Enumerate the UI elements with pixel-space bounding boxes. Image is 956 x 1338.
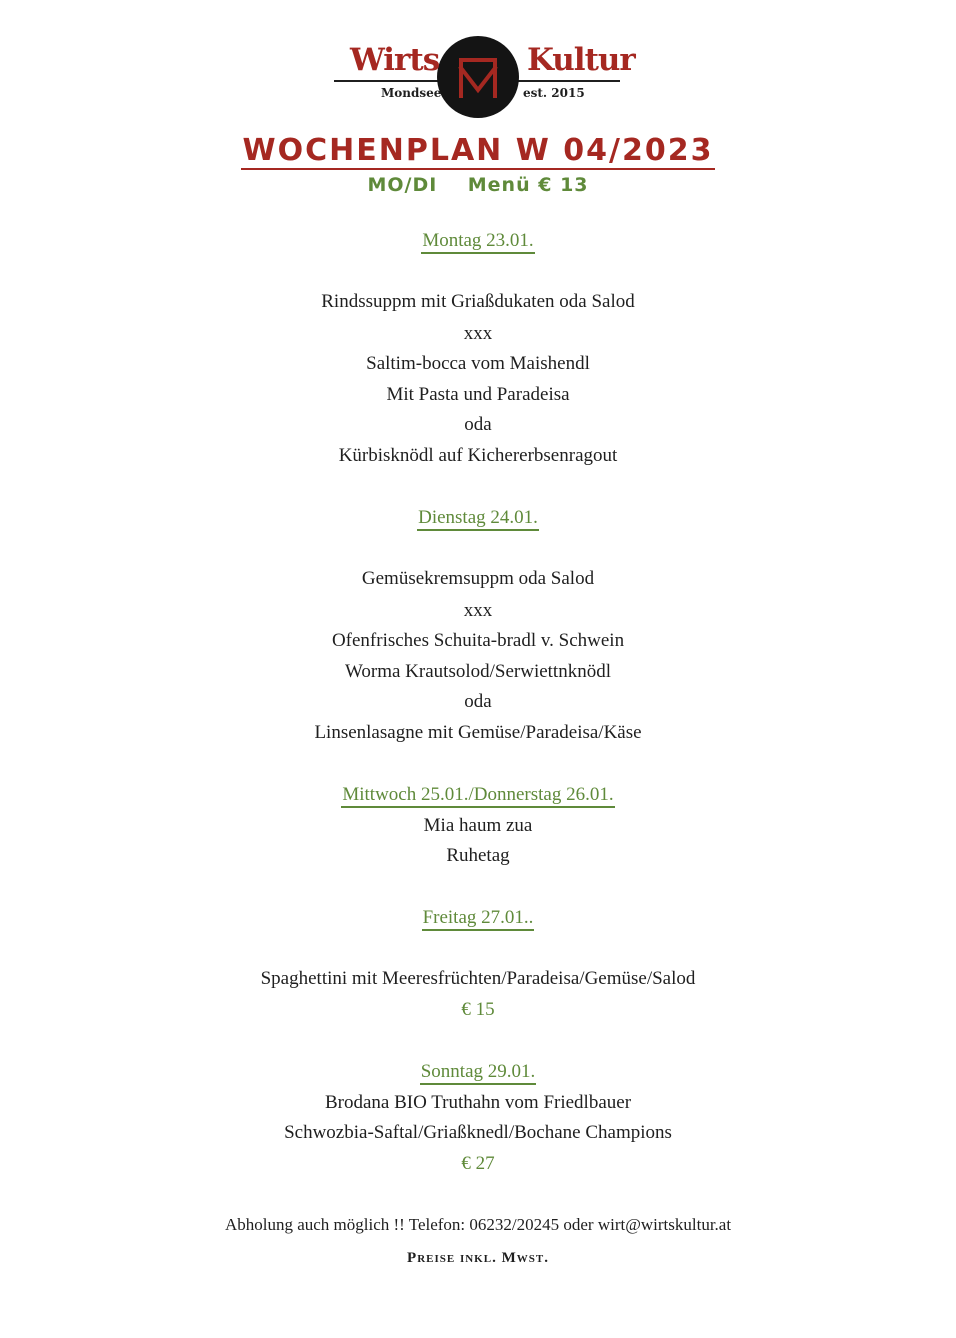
page-title-text: WOCHENPLAN W 04/2023: [242, 133, 714, 168]
menu-price-subtitle: MO/DI Menü € 13: [367, 174, 589, 196]
menu-line: Saltim-bocca vom Maishendl: [366, 353, 590, 374]
menu-line: Ruhetag: [446, 845, 510, 866]
menu-line: Spaghettini mit Meeresfrüchten/Paradeisa/Gemüse/Salod: [260, 968, 696, 989]
menu-line: Brodana BIO Truthahn vom Friedlbauer: [324, 1092, 632, 1113]
menu-line: Gemüsekremsuppm oda Salod: [361, 568, 595, 589]
price-freitag: € 15: [461, 999, 495, 1020]
day-heading-text: Mittwoch 25.01./Donnerstag 26.01.: [341, 784, 614, 808]
menu-line: Mia haum zua: [423, 815, 533, 836]
menu-line: Kürbisknödl auf Kichererbsenragout: [338, 445, 618, 466]
day-heading-text: Montag 23.01.: [421, 230, 534, 254]
contact-info: Abholung auch möglich !! Telefon: 06232/20245 oder wirt@wirtskultur.at: [224, 1215, 732, 1234]
logo-place: Mondsee: [381, 86, 442, 100]
day-heading-montag: [0, 229, 956, 253]
day-heading-sonntag: [0, 1060, 956, 1084]
menu-line: Rindssuppm mit Griaßdukaten oda Salod: [321, 291, 635, 312]
menu-line: oda: [464, 414, 492, 435]
logo-established: est. 2015: [523, 86, 585, 100]
menu-line: Mit Pasta und Paradeisa: [386, 384, 570, 405]
logo-text-kultur: Kultur: [527, 42, 635, 78]
menu-line: Ofenfrisches Schuita-bradl v. Schwein: [331, 630, 625, 651]
day-heading-freitag: [0, 906, 956, 930]
wirtskultur-logo: [334, 36, 635, 108]
day-heading-dienstag: [0, 506, 956, 530]
menu-line: oda: [464, 691, 492, 712]
page-title: [0, 133, 956, 168]
menu-line: Worma Krautsolod/Serwiettnknödl: [344, 661, 611, 682]
day-heading-text: Freitag 27.01..: [422, 907, 535, 931]
price-note: Preise inkl. Mwst.: [407, 1250, 549, 1266]
logo-text-wirts: Wirts: [350, 42, 440, 78]
menu-line: Linsenlasagne mit Gemüse/Paradeisa/Käse: [314, 722, 642, 743]
price-sonntag: € 27: [461, 1153, 495, 1174]
logo-emblem: [437, 36, 519, 118]
day-heading-mittwoch-donnerstag: [0, 783, 956, 807]
menu-line: xxx: [463, 323, 493, 344]
menu-line: xxx: [463, 600, 493, 621]
day-heading-text: Dienstag 24.01.: [417, 507, 539, 531]
menu-line: Schwozbia-Saftal/Griaßknedl/Bochane Champions: [284, 1122, 672, 1143]
day-heading-text: Sonntag 29.01.: [420, 1061, 537, 1085]
